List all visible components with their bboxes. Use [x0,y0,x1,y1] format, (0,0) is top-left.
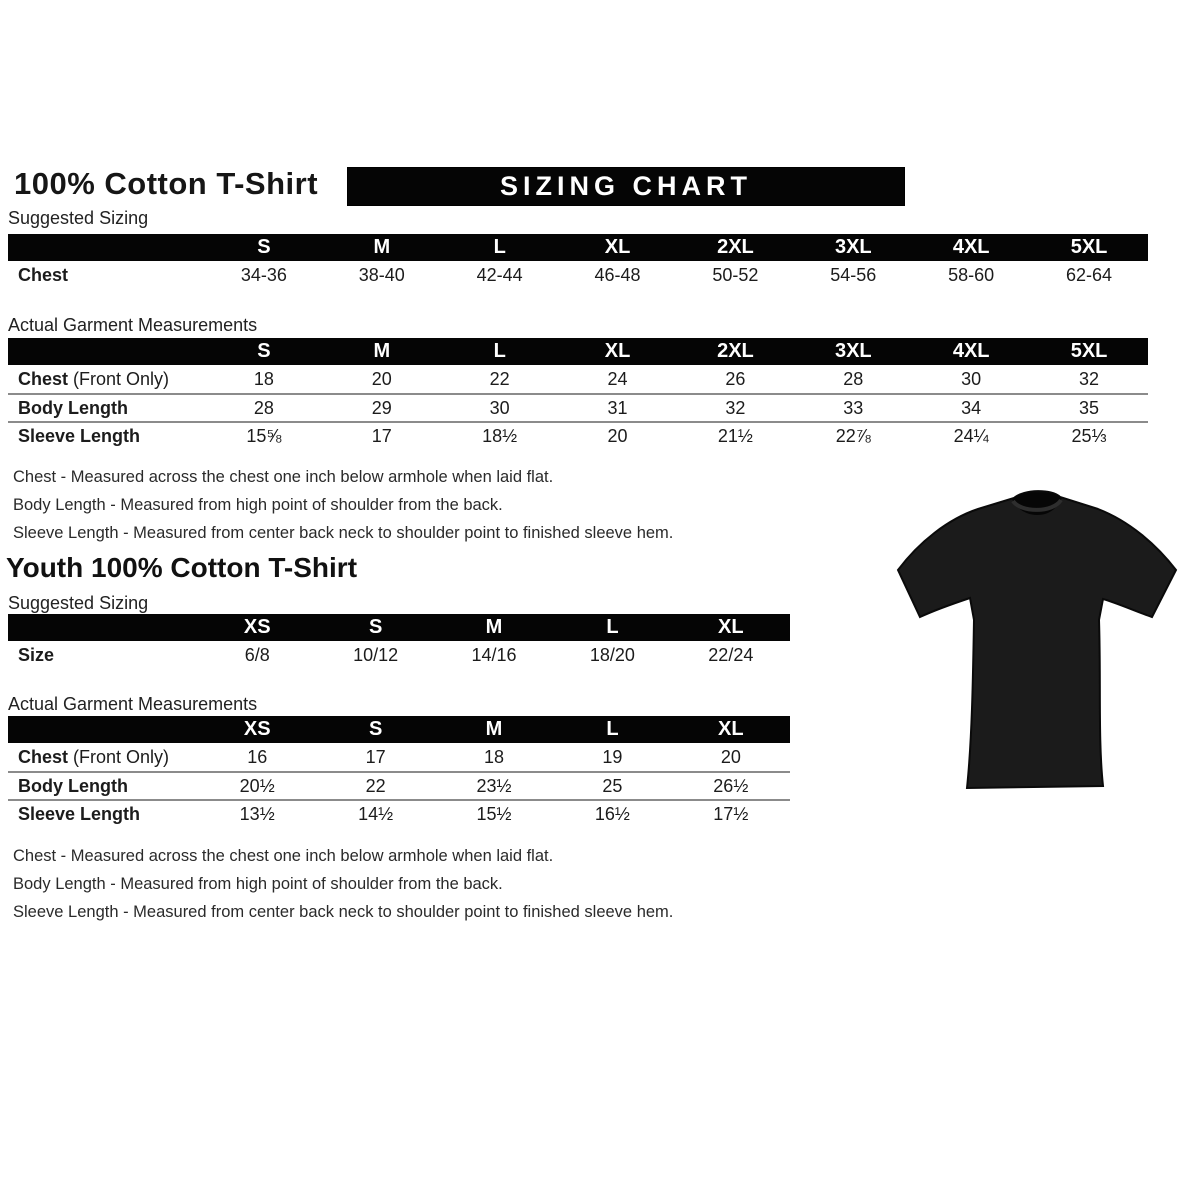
column-header: XL [718,616,744,638]
cell-value: 28 [843,368,864,389]
row-label [8,398,205,419]
cell-value: 46-48 [594,264,641,285]
note-chest: Chest - Measured across the chest one inch below armhole when laid flat. [13,847,554,865]
cell-value: 19 [602,746,623,767]
cell-value: 20 [607,425,628,446]
table-row [8,421,1148,449]
cell-value: 32 [725,397,746,418]
adult-suggested-sizing-label: Suggested Sizing [8,208,149,228]
column-header: M [373,236,391,258]
cell-value: 15⅝ [246,425,282,446]
column-header: M [485,718,503,740]
adult-measurement-notes [13,463,673,547]
column-header: L [493,340,506,362]
cell-value: 14/16 [471,644,517,665]
column-header: XL [604,340,631,362]
row-label-bold: Body Length [18,397,128,418]
row-label-bold: Sleeve Length [18,425,141,446]
column-header: XL [718,718,744,740]
row-label-bold: Body Length [18,775,128,796]
cell-value: 30 [489,397,510,418]
note-chest: Chest - Measured across the chest one inch below armhole when laid flat. [13,468,554,486]
youth-measurement-notes [13,842,673,926]
tshirt-silhouette [898,491,1176,788]
adult-garment-measurements-label: Actual Garment Measurements [8,315,258,335]
cell-value: 34 [961,397,982,418]
cell-value: 6/8 [244,644,270,665]
youth-section-title: Youth 100% Cotton T-Shirt [6,552,358,583]
youth-suggested-sizing-table [8,614,790,669]
table-header-row [8,614,790,641]
cell-value: 15½ [476,803,512,824]
tshirt-product-image [886,468,1200,820]
cell-value: 20 [371,368,392,389]
cell-value: 34-36 [240,264,287,285]
cell-value: 25⅓ [1071,425,1107,446]
column-header: M [485,616,503,638]
column-header: L [493,236,506,258]
cell-value: 17½ [713,803,749,824]
column-header: 3XL [834,340,872,362]
cell-value: 42-44 [476,264,523,285]
note-sleeve-length: Sleeve Length - Measured from center back neck to shoulder point to finished sleeve hem. [13,903,674,921]
cell-value: 16 [247,746,268,767]
row-label-bold: Chest [18,746,69,767]
cell-value: 18 [484,746,505,767]
cell-value: 22/24 [708,644,754,665]
cell-value: 23½ [476,775,512,796]
cell-value: 26 [725,368,746,389]
cell-value: 14½ [358,803,394,824]
column-header: XL [604,236,631,258]
column-header: L [606,616,619,638]
column-header: 5XL [1070,340,1108,362]
cell-value: 29 [371,397,392,418]
table-row [8,799,790,827]
row-label-bold: Size [18,644,55,665]
row-label [8,804,198,825]
cell-value: 20½ [239,775,275,796]
cell-value: 33 [843,397,864,418]
youth-suggested-sizing-label: Suggested Sizing [8,593,149,613]
column-header: S [257,340,271,362]
column-header: 4XL [952,340,990,362]
column-header: L [606,718,619,740]
cell-value: 32 [1079,368,1100,389]
cell-value: 62-64 [1066,264,1113,285]
table-header-row [8,234,1148,261]
table-row [8,641,790,669]
cell-value: 17 [365,746,386,767]
row-label [8,426,205,447]
column-header: 2XL [717,340,754,362]
youth-garment-measurements-label: Actual Garment Measurements [8,694,258,714]
cell-value: 35 [1079,397,1100,418]
row-label [8,265,205,286]
row-label-bold: Chest [18,264,69,285]
adult-suggested-sizing-table [8,234,1148,289]
table-row [8,261,1148,289]
note-body-length: Body Length - Measured from high point of shoulder from the back. [13,875,503,893]
cell-value: 22⅞ [835,425,871,446]
cell-value: 22 [489,368,510,389]
table-header-row [8,716,790,743]
column-header: M [373,340,391,362]
cell-value: 58-60 [948,264,995,285]
cell-value: 18 [253,368,274,389]
black-tshirt-icon [886,468,1200,820]
column-header: XS [243,718,271,740]
cell-value: 10/12 [353,644,399,665]
table-row [8,393,1148,421]
cell-value: 21½ [717,425,753,446]
column-header: S [257,236,271,258]
cell-value: 13½ [239,803,275,824]
column-header: 4XL [952,236,990,258]
row-label-suffix: (Front Only) [68,746,170,767]
row-label [8,747,198,768]
table-row [8,771,790,799]
youth-garment-measurements-table [8,716,790,827]
cell-value: 17 [371,425,392,446]
adult-garment-measurements-table [8,338,1148,449]
sizing-chart-banner [347,167,905,206]
cell-value: 50-52 [712,264,759,285]
row-label-bold: Sleeve Length [18,803,141,824]
cell-value: 18½ [482,425,518,446]
cell-value: 18/20 [589,644,635,665]
row-label-bold: Chest [18,368,69,389]
sizing-chart-banner-text: SIZING CHART [500,171,752,201]
cell-value: 25 [602,775,623,796]
row-label [8,369,205,390]
column-header: S [368,616,383,638]
column-header: 5XL [1070,236,1108,258]
cell-value: 22 [365,775,386,796]
column-header: S [368,718,383,740]
cell-value: 24¼ [953,425,989,446]
cell-value: 30 [961,368,982,389]
cell-value: 31 [607,397,628,418]
column-header: 2XL [717,236,754,258]
row-label [8,645,198,666]
row-label-suffix: (Front Only) [68,368,170,389]
table-header-row [8,338,1148,365]
cell-value: 24 [607,368,628,389]
column-header: XS [243,616,271,638]
cell-value: 38-40 [358,264,405,285]
table-row [8,743,790,771]
column-header: 3XL [834,236,872,258]
table-row [8,365,1148,393]
note-sleeve-length: Sleeve Length - Measured from center back neck to shoulder point to finished sleeve hem. [13,524,674,542]
note-body-length: Body Length - Measured from high point of shoulder from the back. [13,496,503,514]
cell-value: 20 [720,746,741,767]
page-title: 100% Cotton T-Shirt [14,166,319,201]
cell-value: 28 [253,397,274,418]
row-label [8,776,198,797]
cell-value: 16½ [594,803,630,824]
cell-value: 54-56 [830,264,877,285]
cell-value: 26½ [713,775,749,796]
